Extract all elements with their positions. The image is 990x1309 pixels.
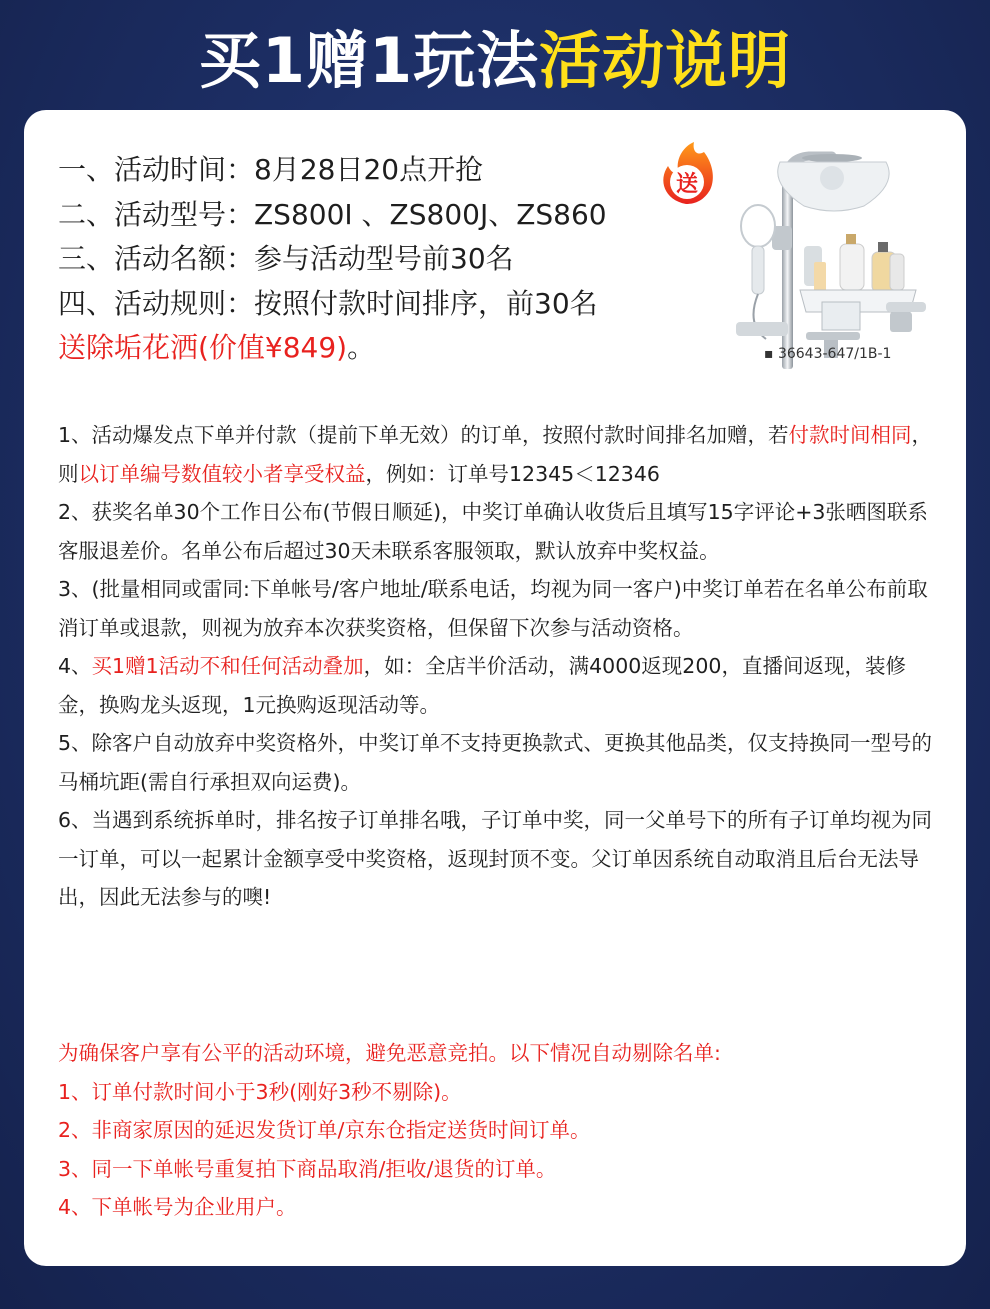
rules-section	[58, 416, 938, 917]
rule-3: 3、(批量相同或雷同:下单帐号/客户地址/联系电话，均视为同一客户)中奖订单若在名单公布前取消订单或退款，则视为放弃本次获奖资格，但保留下次参与活动资格。	[58, 577, 928, 640]
page-title	[0, 0, 990, 110]
notice-item: 3、同一下单帐号重复拍下商品取消/拒收/退货的订单。	[58, 1156, 557, 1181]
notice-item: 4、下单帐号为企业用户。	[58, 1195, 297, 1219]
summary-rule: 四、活动规则：按照付款时间排序，前30名	[58, 286, 598, 320]
rule-1: 1、活动爆发点下单并付款（提前下单无效）的订单，按照付款时间排名加赠，若付款时间相同，则以订单编号数值较小者享受权益，例如：订单号12345＜12346	[58, 423, 933, 486]
summary-time: 一、活动时间：8月28日20点开抢	[58, 153, 484, 186]
content-card	[24, 110, 966, 1266]
notice-heading: 为确保客户享有公平的活动环境，避免恶意竞拍。以下情况自动剔除名单:	[58, 1041, 721, 1065]
product-sku: ▪ 36643-647/1B-1	[764, 346, 892, 362]
gift-text: 送除垢花洒(价值¥849)	[58, 331, 348, 364]
title-part-yellow: 活动说明	[539, 23, 792, 97]
summary-gift: 送除垢花洒(价值¥849)。	[58, 331, 376, 364]
gift-badge-label: 送	[675, 172, 698, 197]
summary-models: 二、活动型号：ZS800I 、ZS800J、ZS860	[58, 197, 607, 231]
activity-summary	[58, 148, 678, 371]
exclusion-notice	[58, 1034, 938, 1227]
summary-quota: 三、活动名额：参与活动型号前30名	[58, 242, 514, 275]
notice-item: 1、订单付款时间小于3秒(刚好3秒不剔除)。	[58, 1079, 462, 1104]
notice-item: 2、非商家原因的延迟发货订单/京东仓指定送货时间订单。	[58, 1118, 591, 1142]
rule-5: 5、除客户自动放弃中奖资格外，中奖订单不支持更换款式、更换其他品类，仅支持换同一型号的马桶坑距(需自行承担双向运费)。	[58, 731, 933, 794]
rule-4: 4、买1赠1活动不和任何活动叠加，如：全店半价活动，满4000返现200，直播间返现，装修金，换购龙头返现，1元换购返现活动等。	[58, 654, 906, 717]
rule-2: 2、获奖名单30个工作日公布(节假日顺延)，中奖订单确认收货后且填写15字评论+3张晒图联系客服退差价。名单公布后超过30天未联系客服领取，默认放弃中奖权益。	[58, 500, 928, 563]
rule-6: 6、当遇到系统拆单时，排名按子订单排名哦，子订单中奖，同一父单号下的所有子订单均视为同一订单，可以一起累计金额享受中奖资格，返现封顶不变。父订单因系统自动取消且后台无法导出，因此无法参与的噢!	[58, 808, 933, 909]
title-part-white: 买1赠1玩法	[198, 23, 540, 97]
